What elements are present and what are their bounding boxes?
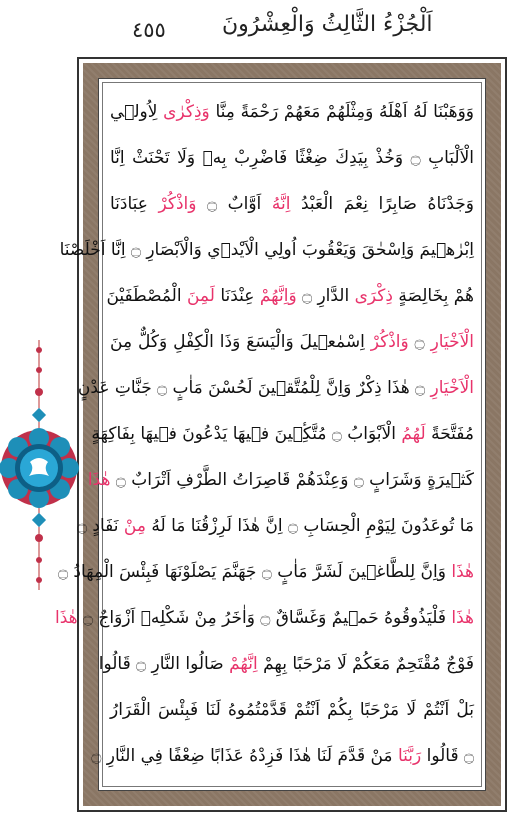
verse-text: مُفَتَّحَةً	[425, 424, 474, 444]
quran-text-area	[55, 84, 480, 785]
highlighted-word: وَاذْكُرْ	[370, 332, 409, 352]
verse-text: ۝	[408, 332, 431, 352]
verse-line	[58, 550, 480, 594]
highlighted-word: الْاَخْيَارِ	[430, 332, 475, 352]
verse-text: هُمْ بِخَالِصَةٍ	[392, 286, 474, 306]
highlighted-word: اِنَّهُمْ	[229, 654, 258, 674]
verse-text: وَجَدْنَاهُ صَابِرًا نِعْمَ الْعَبْدُ	[290, 194, 475, 214]
verse-text: كَث۪يرَةٍ وَشَرَابٍ ۝ وَعِنْدَهُمْ قَاصِرَاتُ الطَّرْفِ اَتْرَابٌ ۝	[110, 470, 474, 490]
verse-line	[104, 182, 480, 226]
verse-text: الْمُصْطَفَيْنَ	[106, 286, 187, 306]
verse-line	[77, 366, 480, 410]
verse-line	[104, 320, 480, 364]
verse-text: فَلْيَذُوقُوهُ حَم۪يمٌ وَغَسَّاقٌ ۝ وَاٰخَرُ مِنْ شَكْلِه۪ اَزْوَاجٌ ۝	[77, 608, 452, 628]
verse-text: ۝ هٰذَا ذِكْرٌ وَاِنَّ لِلْمُتَّق۪ينَ لَحُسْنَ مَاٰبٍ ۝ جَنَّاتِ عَدْنٍ	[77, 378, 431, 398]
verse-text: نَفَادٍ ۝	[77, 516, 124, 536]
highlighted-word: مِنْ	[123, 516, 146, 536]
highlighted-word: لَمِنَ	[186, 286, 215, 306]
highlighted-word: الْاَخْيَارِ	[430, 378, 474, 398]
verse-line	[91, 734, 480, 778]
verse-text: صَالُوا النَّارِ ۝ قَالُوا	[98, 654, 230, 674]
verse-line	[77, 504, 480, 548]
highlighted-word: وَاذْكُرْ	[158, 194, 197, 214]
highlighted-word: هٰذَا	[55, 608, 78, 628]
verse-text: فَوْجٌ مُقْتَحِمٌ مَعَكُمْ لَا مَرْحَبًا بِهِمْ	[257, 654, 474, 674]
highlighted-word: هٰذَا	[87, 470, 111, 490]
verse-line	[55, 596, 480, 640]
verse-text: اَهْلَهُ وَمِثْلَهُمْ مَعَهُمْ رَحْمَةً مِنَّا	[209, 102, 414, 122]
highlighted-word: ذِكْرَى	[354, 286, 393, 306]
highlighted-word: وَذِكْرٰى	[163, 102, 210, 122]
juz-title: اَلْجُزْءُ الثَّالِثُ وَالْعِشْرُونَ	[222, 12, 433, 37]
verse-text: الدَّارِ ۝	[296, 286, 355, 306]
verse-line	[91, 412, 480, 456]
verse-text: بَلْ اَنْتُمْ لَا مَرْحَبًا بِكُمْ اَنْتُمْ قَدَّمْتُمُوهُ لَنَا فَبِئْسَ الْقَرَارُ	[110, 700, 474, 720]
verse-text: الْاَبْوَابُ ۝ مُتَّكِ۪ٔينَ ف۪يهَا يَدْعُونَ ف۪يهَا بِفَاكِهَةٍ	[91, 424, 402, 444]
highlighted-word: لَهُمُ	[401, 424, 426, 444]
verse-line	[104, 274, 480, 318]
highlighted-word: وَاِنَّهُمْ	[259, 286, 297, 306]
highlighted-word: هٰذَا	[451, 562, 474, 582]
verse-line	[59, 228, 480, 272]
verse-text: اِبْرٰه۪يمَ وَاِسْحٰقَ وَيَعْقُوبَ اُولِي الْاَيْد۪ي وَالْاَبْصَارِ ۝ اِنَّا اَخْلَصْنَا	[59, 240, 474, 260]
highlighted-word: اِنَّهُ	[271, 194, 291, 214]
highlighted-word: هٰذَا	[451, 608, 474, 628]
verse-text: مَا تُوعَدُونَ لِيَوْمِ الْحِسَابِ ۝ اِنَّ هٰذَا لَرِزْقُنَا مَا لَهُ	[145, 516, 474, 536]
hizb-marker-ornament-icon	[0, 340, 78, 590]
verse-text: وَوَهَبْنَا لَهُ	[413, 102, 474, 122]
verse-text: ۝ قَالُوا	[421, 746, 474, 766]
verse-line	[104, 136, 480, 180]
verse-text: وَاِنَّ لِلطَّاغ۪ينَ لَشَرَّ مَاٰبٍ ۝ جَهَنَّمَ يَصْلَوْنَهَا فَبِئْسَ الْمِهَادُ ۝	[58, 562, 452, 582]
verse-text: عِبَادَنَا	[110, 194, 159, 214]
page-header	[0, 0, 518, 58]
verse-text: عِنْدَنَا	[214, 286, 260, 306]
verse-line	[104, 90, 480, 134]
verse-line	[98, 642, 480, 686]
verse-text: اَوَّابٌ ۝	[196, 194, 272, 214]
highlighted-word: رَبَّنَا	[397, 746, 422, 766]
verse-text: لِاُول۪ي	[110, 102, 164, 122]
verse-line	[87, 458, 480, 502]
page-number: ٤٥٥	[132, 18, 166, 42]
verse-text: الْاَلْبَابِ ۝ وَخُذْ بِيَدِكَ ضِغْثًا فَاضْرِبْ بِه۪ وَلَا تَحْنَثْ اِنَّا	[110, 148, 474, 168]
verse-line	[104, 688, 480, 732]
verse-text: اِسْمٰع۪يلَ وَالْيَسَعَ وَذَا الْكِفْلِ وَكُلٌّ مِنَ	[110, 332, 371, 352]
verse-text: مَنْ قَدَّمَ لَنَا هٰذَا فَزِدْهُ عَذَابًا ضِعْفًا فِي النَّارِ ۝	[91, 746, 398, 766]
